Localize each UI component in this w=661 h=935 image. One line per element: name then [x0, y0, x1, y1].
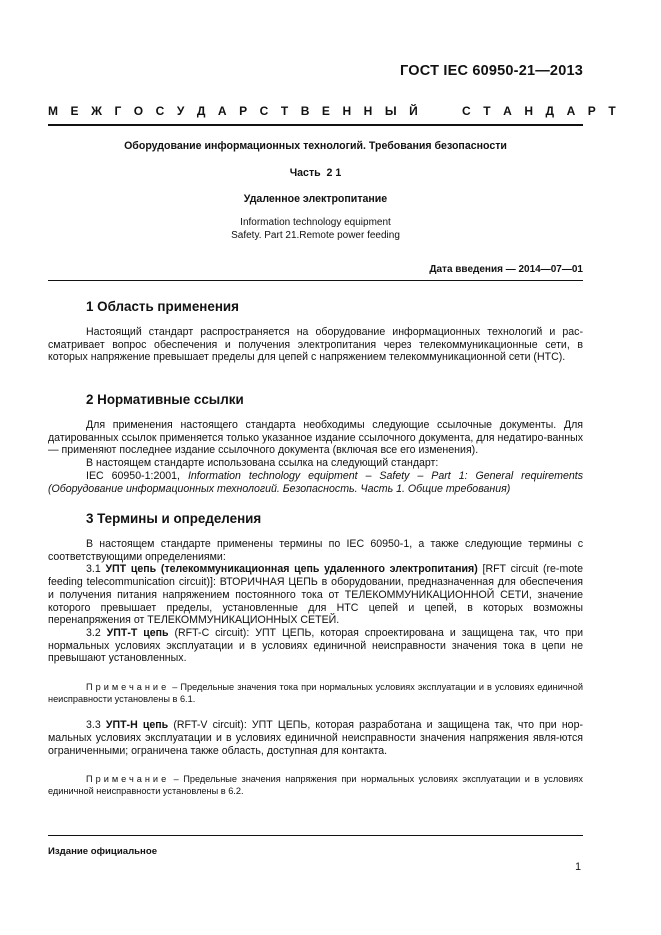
top-rule [48, 124, 583, 126]
definition-text: (RFT-C circuit): УПТ ЦЕПЬ, которая спроектирована и защищена так, что при нормальных условиях эксплуатации и в условиях единичной неисправности значения тока в цепи не превышают установленных. [48, 626, 583, 665]
definition-3-3 [48, 719, 583, 757]
document-subtitle: Удаленное электропитание [243, 193, 388, 205]
note-2 [48, 774, 583, 797]
section-2-paragraph-2: В настоящем стандарте использована ссылка на следующий стандарт: [86, 457, 439, 470]
section-3-body [48, 538, 583, 798]
section-2-heading: 2 Нормативные ссылки [86, 392, 244, 407]
document-code: ГОСТ IEC 60950-21—2013 [400, 63, 583, 79]
definition-3-2 [48, 627, 583, 665]
note-label: Примечание [86, 682, 170, 693]
definition-number: 3.2 [86, 626, 107, 639]
note-1 [48, 682, 583, 705]
definition-term: УПТ-Т цепь [106, 626, 169, 639]
english-title-line-2: Safety. Part 21.Remote power feeding [231, 229, 400, 241]
section-1-paragraph: Настоящий стандарт распространяется на оборудование информационных технологий и рас-сматривает вопрос обеспечения и получения электропитания через телекоммуникационные сети, в которых напряжение превышает пределы для цепей с напряжением телекоммуникационной сети (НТС). [48, 326, 583, 364]
banner-text: М Е Ж Г О С У Д А Р С Т В Е Н Н Ы Й С Т А Н Д А Р Т [48, 104, 621, 118]
part-number: Часть 2 1 [289, 167, 342, 179]
definition-number: 3.1 [86, 563, 106, 576]
definition-term: УПТ-Н цепь [105, 719, 169, 732]
section-1-body [48, 326, 583, 364]
english-title-line-1: Information technology equipment [240, 217, 391, 228]
definition-term: УПТ цепь (телекоммуникационная цепь удаленного электропитания) [105, 563, 478, 576]
standard-banner [48, 104, 620, 118]
footer-rule [48, 835, 583, 836]
section-2-paragraph-1: Для применения настоящего стандарта необходимы следующие ссылочные документы. Для датированных ссылок применяется только указанное издание ссылочного документа, для недатиро-ванных — применяют последнее издание ссылочного документа (включая все его изменения). [48, 419, 583, 457]
reference-code: IEC 60950-1:2001, [86, 469, 180, 482]
section-1-heading: 1 Область применения [86, 299, 239, 314]
page-number: 1 [575, 861, 581, 873]
definition-text: (RFT-V circuit): УПТ ЦЕПЬ, которая разработана и защищена так, что при нор-мальных условиях эксплуатации и в условиях единичной неисправности значения напряжения явля-ются ограниченными; ограничена также область, доступная для контакта. [48, 719, 583, 757]
definition-text: [RFT circuit (re-mote feeding telecommunication circuit)]: ВТОРИЧНАЯ ЦЕПЬ в оборудовании, предназначенная для обеспечения и получения питания напряжением постоянного тока от ТЕЛЕКОММУНИКАЦИОННОЙ СЕТИ, значение которого превышает пределы, установленные для НТС цепей и цепей, в которых возможны перенапряжения от ТЕЛЕКОММУНИКАЦИОННЫХ СЕТЕЙ. [48, 563, 583, 627]
note-text: – Предельные значения тока при нормальных условиях эксплуатации и в условиях единичной неисправности установлены в 6.1. [48, 682, 583, 704]
section-2-body [48, 419, 583, 495]
note-label: Примечание [86, 774, 170, 785]
section-3-intro: В настоящем стандарте применены термины по IEC 60950-1, а также следующие термины с соответствующими определениями: [48, 538, 583, 563]
reference-entry [48, 470, 583, 495]
document-title: Оборудование информационных технологий. Требования безопасности [124, 140, 507, 152]
section-3-heading: 3 Термины и определения [86, 511, 262, 526]
definition-number: 3.3 [86, 719, 106, 732]
note-text: – Предельные значения напряжения при нормальных условиях эксплуатации и в условиях единичной неисправности установлены в 6.2. [48, 774, 583, 796]
english-title [48, 217, 583, 242]
reference-title: Information technology equipment – Safety – Part 1: General requirements (Оборудование информационных технологий. Безопасность. Часть 1. Общие требования) [48, 469, 584, 495]
definition-3-1 [48, 563, 583, 627]
official-edition-label: Издание официальное [48, 846, 158, 857]
introduction-date: Дата введения — 2014—07—01 [429, 264, 583, 275]
date-rule [48, 280, 583, 281]
